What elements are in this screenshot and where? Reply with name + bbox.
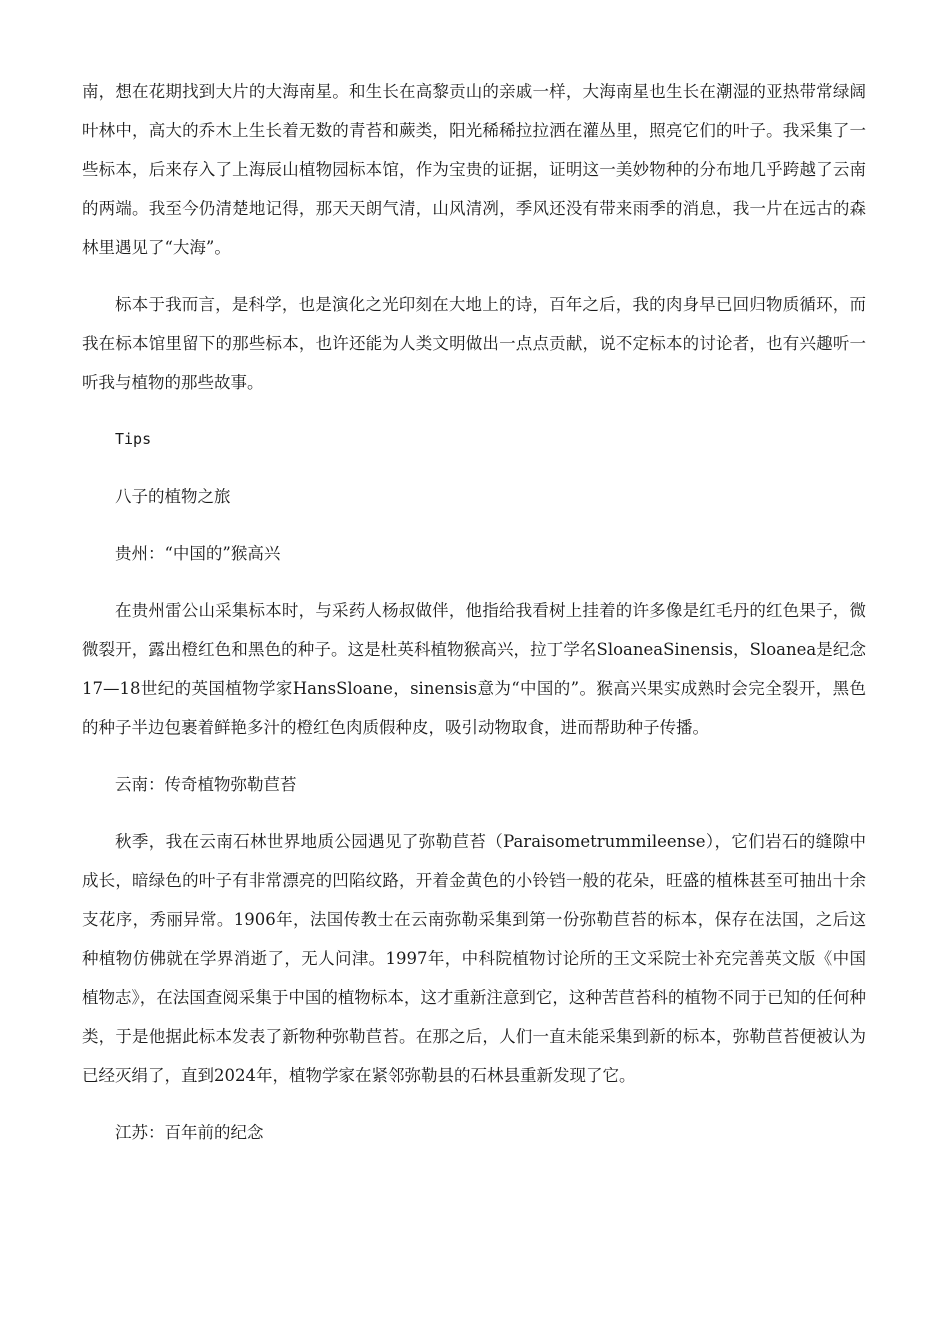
article-body bbox=[82, 72, 866, 1170]
subheading-yunnan: 云南：传奇植物弥勒苣苔 bbox=[115, 775, 297, 794]
tips-label: Tips bbox=[115, 430, 152, 448]
section-title-plant-journey: 八子的植物之旅 bbox=[115, 487, 231, 506]
paragraph-dahainanxing-continued: 南，想在花期找到大片的大海南星。和生长在高黎贡山的亲戚一样，大海南星也生长在潮湿的亚热带常绿阔叶林中，高大的乔木上生长着无数的青苔和蕨类，阳光稀稀拉拉洒在灌丛里，照亮它们的叶子。我采集了一些标本，后来存入了上海辰山植物园标本馆，作为宝贵的证据，证明这一美妙物种的分布地几乎跨越了云南的两端。我至今仍清楚地记得，那天天朗气清，山风清冽，季风还没有带来雨季的消息，我一片在远古的森林里遇见了“大海”。 bbox=[82, 82, 866, 257]
paragraph-yunnan-paraisometrum: 秋季，我在云南石林世界地质公园遇见了弥勒苣苔（Paraisometrummileense），它们岩石的缝隙中成长，暗绿色的叶子有非常漂亮的凹陷纹路，开着金黄色的小铃铛一般的花朵，旺盛的植株甚至可抽出十余支花序，秀丽异常。1906年，法国传教士在云南弥勒采集到第一份弥勒苣苔的标本，保存在法国，之后这种植物仿佛就在学界消逝了，无人问津。1997年，中科院植物讨论所的王文采院士补充完善英文版《中国植物志》，在法国查阅采集于中国的植物标本，这才重新注意到它，这种苦苣苔科的植物不同于已知的任何种类，于是他据此标本发表了新物种弥勒苣苔。在那之后，人们一直未能采集到新的标本，弥勒苣苔便被认为已经灭绢了，直到2024年，植物学家在紧邻弥勒县的石林县重新发现了它。 bbox=[82, 832, 866, 1085]
paragraph-specimen-reflection: 标本于我而言，是科学，也是演化之光印刻在大地上的诗，百年之后，我的肉身早已回归物质循环，而我在标本馆里留下的那些标本，也许还能为人类文明做出一点点贡献，说不定标本的讨论者，也有兴趣听一听我与植物的那些故事。 bbox=[82, 295, 866, 392]
subheading-jiangsu: 江苏：百年前的纪念 bbox=[115, 1123, 264, 1142]
paragraph-guizhou-sloanea: 在贵州雷公山采集标本时，与采药人杨叔做伴，他指给我看树上挂着的许多像是红毛丹的红色果子，微微裂开，露出橙红色和黑色的种子。这是杜英科植物猴高兴，拉丁学名SloaneaSinensis，Sloanea是纪念17—18世纪的英国植物学家HansSloane，sinensis意为“中国的”。猴高兴果实成熟时会完全裂开，黑色的种子半边包裹着鲜艳多汁的橙红色肉质假种皮，吸引动物取食，进而帮助种子传播。 bbox=[82, 601, 866, 737]
subheading-guizhou: 贵州：“中国的”猴高兴 bbox=[115, 544, 281, 563]
